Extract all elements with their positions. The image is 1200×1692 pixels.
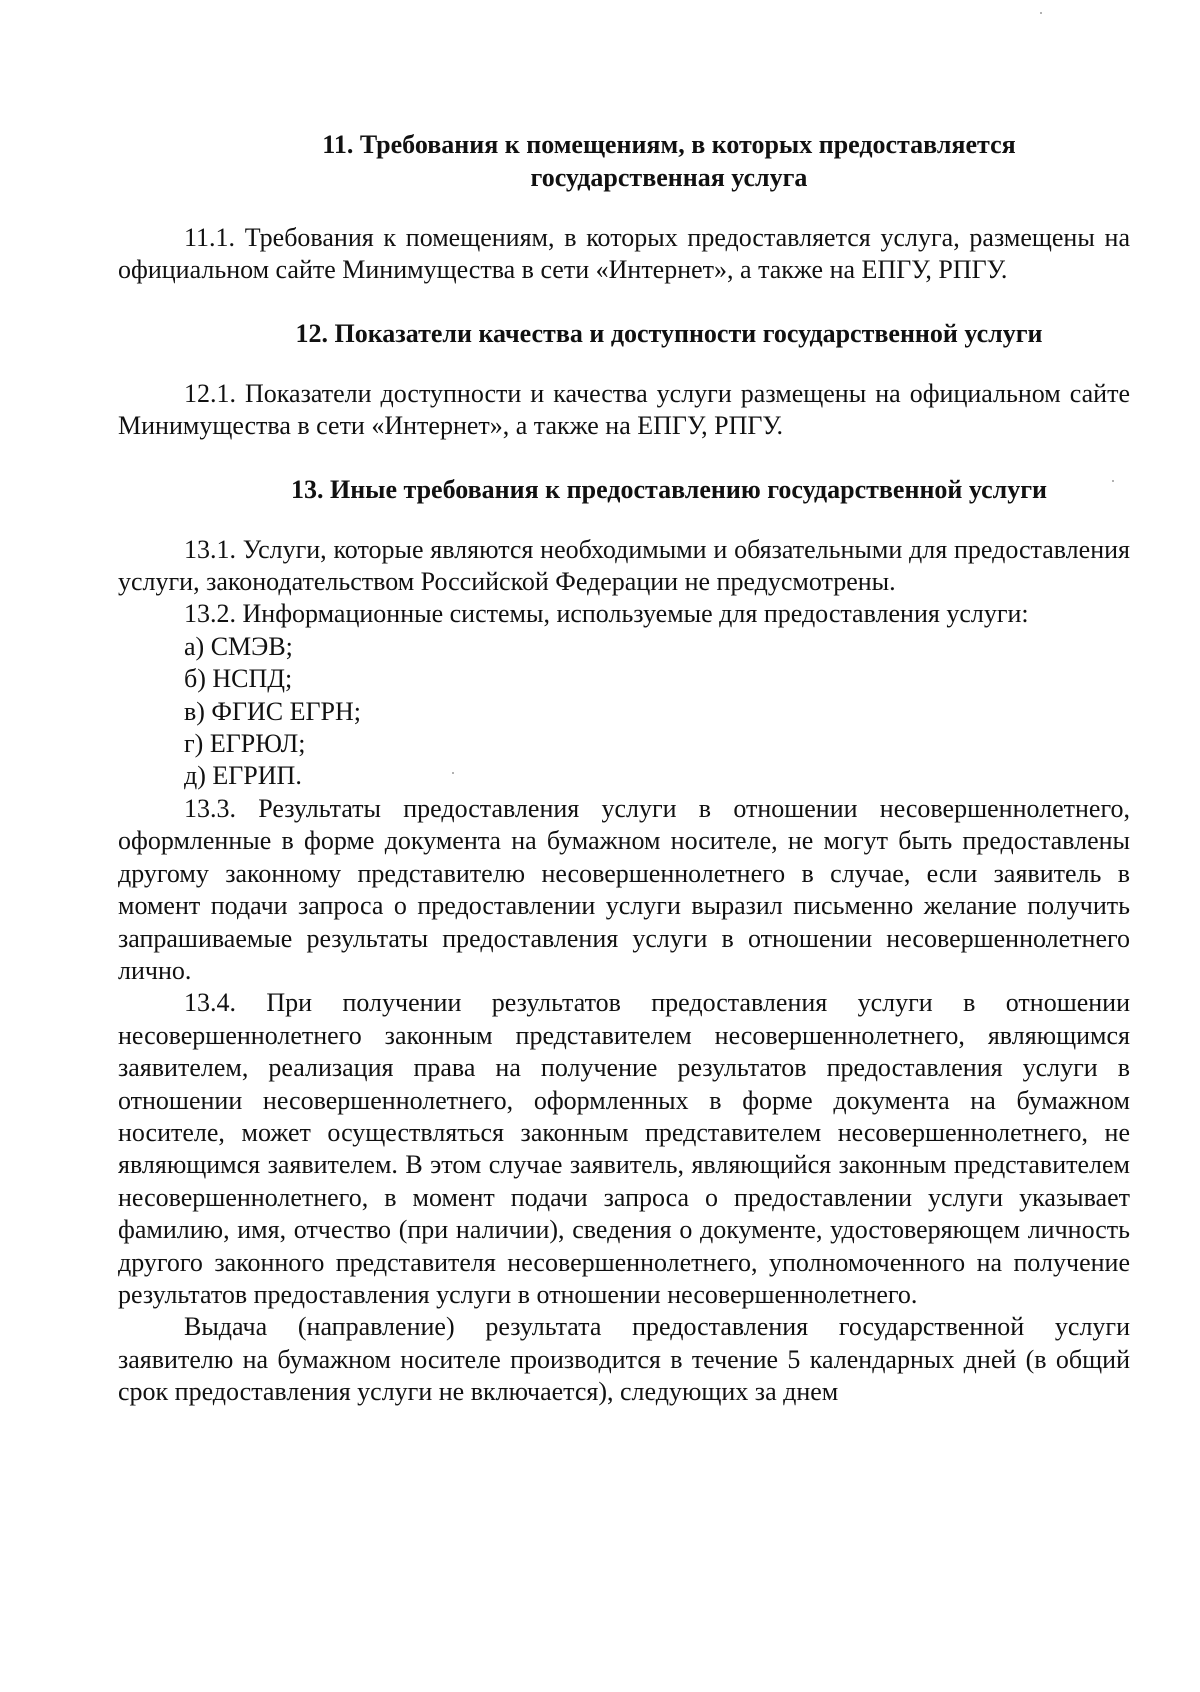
scan-speck xyxy=(1040,12,1042,14)
list-item-smev: а) СМЭВ; xyxy=(184,631,293,661)
list-item-egryul: г) ЕГРЮЛ; xyxy=(184,729,306,759)
paragraph-13-1: 13.1. Услуги, которые являются необходимыми и обязательными для предоставления услуги, законодательством Российской Федерации не предусмотрены. xyxy=(118,534,1130,597)
paragraph-13-3: 13.3. Результаты предоставления услуги в отношении несовершеннолетнего, оформленные в форме документа на бумажном носителе, не могут быть предоставлены другому законному представителю несовершеннолетнего в случае, если заявитель в момент подачи запроса о предоставлении услуги выразил письменно желание получить запрашиваемые результаты предоставления услуги в отношении несовершеннолетнего лично. xyxy=(118,793,1130,985)
list-item-egrip: д) ЕГРИП. xyxy=(184,761,302,791)
section-13-heading: 13. Иные требования к предоставлению государственной услуги xyxy=(290,474,1048,504)
section-12-heading: 12. Показатели качества и доступности государственной услуги xyxy=(295,318,1043,348)
paragraph-issuance: Выдача (направление) результата предоставления государственной услуги заявителю на бумажном носителе производится в течение 5 календарных дней (в общий срок предоставления услуги не включается), следующих за днем xyxy=(118,1312,1130,1407)
paragraph-13-2: 13.2. Информационные системы, используемые для предоставления услуги: xyxy=(184,599,1029,629)
scan-speck xyxy=(1112,480,1114,482)
scan-speck xyxy=(452,772,454,774)
list-item-nspd: б) НСПД; xyxy=(184,664,293,694)
paragraph-13-4: 13.4. При получении результатов предоставления услуги в отношении несовершеннолетнего законным представителем несовершеннолетнего, являющимся заявителем, реализация права на получение результатов предоставления услуги в отношении несовершеннолетнего, оформленных в форме документа на бумажном носителе, может осуществляться законным представителем несовершеннолетнего, не являющимся заявителем. В этом случае заявитель, являющийся законным представителем несовершеннолетнего, в момент подачи запроса о предоставлении услуги указывает фамилию, имя, отчество (при наличии), сведения о документе, удостоверяющем личность другого законного представителя несовершеннолетнего, уполномоченного на получение результатов предоставления услуги в отношении несовершеннолетнего. xyxy=(118,988,1130,1309)
list-item-fgis-egrn: в) ФГИС ЕГРН; xyxy=(184,696,361,726)
section-11-heading xyxy=(118,128,1130,194)
section-11-title-line-2: государственная услуга xyxy=(530,163,808,192)
document-page xyxy=(118,128,1130,1409)
section-11-title-line-1: 11. Требования к помещениям, в которых предоставляется xyxy=(322,130,1016,159)
paragraph-11-1: 11.1. Требования к помещениям, в которых предоставляется услуга, размещены на официальном сайте Минимущества в сети «Интернет», а также на ЕПГУ, РПГУ. xyxy=(118,223,1130,285)
paragraph-12-1: 12.1. Показатели доступности и качества услуги размещены на официальном сайте Минимущества в сети «Интернет», а также на ЕПГУ, РПГУ. xyxy=(118,378,1130,441)
